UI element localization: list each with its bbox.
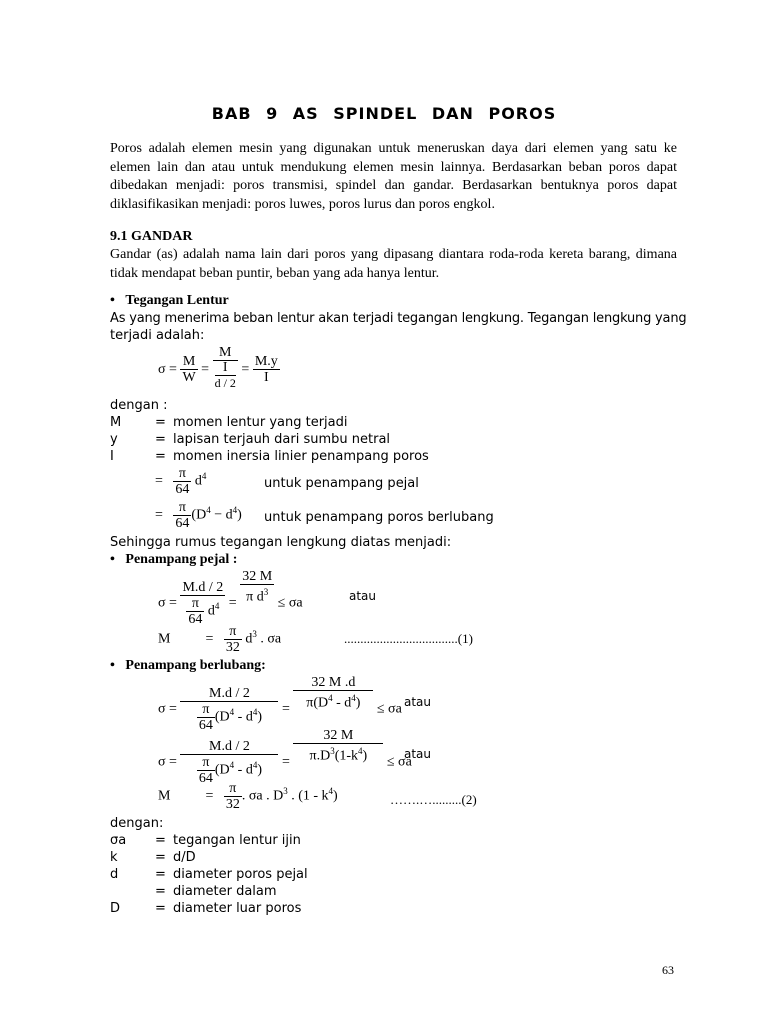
atau-text: atau [349, 589, 377, 603]
formula-berlubang-moment: M = $\frac{\pi}{32}$ . σa . $D^3$ . $(1 - k^4)$ [158, 781, 338, 812]
def-row: y = lapisan terjauh dari sumbu netral [110, 432, 391, 447]
formula-berlubang-sigma-2: σ = M.d / 2 $\frac{\pi}{64}$ $(D^4 - d^4)$ = $\frac{32 M}{\pi.D^3(1-k^4)}$ ≤ σa [158, 728, 412, 786]
equation-number-2: …….….........(2) [390, 792, 477, 807]
tegangan-text-2: terjadi adalah: [110, 328, 205, 343]
sehingga-text: Sehingga rumus tegangan lengkung diatas menjadi: [110, 535, 452, 550]
pejal-note: untuk penampang pejal [264, 476, 419, 491]
intro-paragraph: Poros adalah elemen mesin yang digunakan untuk meneruskan daya dari elemen yang satu ke elemen lain dan atau untuk mendukung elemen mesin lainnya. Berdasarkan beban poros dapat dibedakan menjadi: poros transmisi, spindel dan gandar. Berdasarkan bentuknya poros dapat diklasifikasikan menjadi: poros luwes, poros lurus dan poros engkol. [110, 141, 677, 212]
dengan-label: dengan: [110, 816, 164, 831]
berlubang-note: untuk penampang poros berlubang [264, 510, 494, 525]
formula-sigma-basic: σ = $\frac{M}{W}$ = M I d / 2 = $\frac{M.y}{I}$ [158, 345, 278, 390]
section-paragraph: Gandar (as) adalah nama lain dari poros yang dipasang diantara roda-roda kereta barang, dimana tidak mendapat beban puntir, beban yang ada hanya lentur. [110, 247, 677, 281]
def-row: M = momen lentur yang terjadi [110, 415, 348, 430]
tegangan-heading [110, 293, 229, 309]
bullet-icon: • [110, 658, 115, 673]
dengan-label: dengan : [110, 398, 168, 413]
atau-text: atau [404, 747, 432, 761]
page-number: 63 [662, 963, 674, 977]
formula-berlubang-sigma-1: σ = M.d / 2 $\frac{\pi}{64}$ $(D^4 - d^4)$ = $\frac{32 M .d}{\pi(D^4 - d^4)}$ ≤ σa [158, 675, 402, 733]
pejal-heading-label: Penampang pejal : [125, 552, 238, 567]
tegangan-heading-label: Tegangan Lentur [125, 293, 229, 308]
bullet-icon: • [110, 293, 115, 308]
section-heading: 9.1 GANDAR [110, 229, 193, 244]
def-row: k = d/D [110, 850, 196, 865]
inertia-pejal-formula: = $\frac{\pi}{64}$ $d^4$ [155, 466, 207, 497]
def-row: σa = tegangan lentur ijin [110, 833, 301, 848]
pejal-heading [110, 552, 237, 568]
formula-pejal-moment: M = $\frac{\pi}{32}$ $d^3$ . σa [158, 624, 282, 655]
page-title: BAB 9 AS SPINDEL DAN POROS [211, 104, 557, 123]
berlubang-heading [110, 658, 266, 674]
berlubang-heading-label: Penampang berlubang: [125, 658, 266, 673]
atau-text: atau [404, 695, 432, 709]
def-row: I = momen inersia linier penampang poros [110, 449, 429, 464]
def-row: d = diameter poros pejal [110, 867, 308, 882]
def-row: D = diameter luar poros [110, 901, 302, 916]
tegangan-text-1: As yang menerima beban lentur akan terjadi tegangan lengkung. Tegangan lengkung yang [110, 311, 687, 326]
bullet-icon: • [110, 552, 115, 567]
def-row: = diameter dalam [155, 884, 277, 899]
equation-number-1: ...................................(1) [344, 631, 473, 646]
inertia-berlubang-formula: = $\frac{\pi}{64}$ $(D^4 - d^4)$ [155, 500, 242, 531]
formula-pejal-sigma: σ = M.d / 2 $\frac{\pi}{64}$ $d^4$ = $\frac{32 M}{\pi d^3}$ ≤ σa [158, 569, 303, 627]
